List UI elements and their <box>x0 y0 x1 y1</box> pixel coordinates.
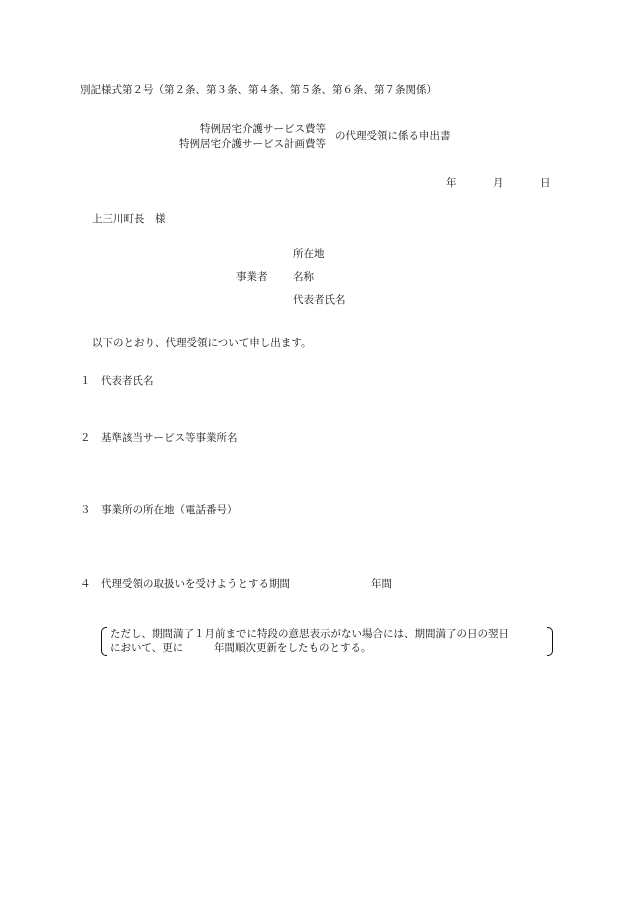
item-2-number: ２ <box>80 432 91 444</box>
date-day-label: 日 <box>540 177 551 189</box>
applicant-representative-label: 代表者氏名 <box>293 294 346 306</box>
applicant-group-label: 事業者 <box>236 271 268 283</box>
applicant-name-label: 名称 <box>293 271 314 283</box>
date-month-label: 月 <box>493 177 504 189</box>
item-3-label: 事業所の所在地（電話番号） <box>101 504 238 516</box>
item-4-number: ４ <box>80 578 91 590</box>
item-2-label: 基準該当サービス等事業所名 <box>101 432 238 444</box>
title-line-1: 特例居宅介護サービス費等 <box>200 123 326 135</box>
note-bracket-right <box>547 627 553 656</box>
date-year-label: 年 <box>446 177 457 189</box>
intro-text: 以下のとおり、代理受領について申し出ます。 <box>92 337 312 349</box>
item-3-number: ３ <box>80 504 91 516</box>
item-1-label: 代表者氏名 <box>101 375 154 387</box>
note-line-2-start: において、更に <box>110 642 184 654</box>
title-suffix: の代理受領に係る申出書 <box>335 130 451 142</box>
note-line-1: ただし、期間満了１月前までに特段の意思表示がない場合には、期間満了の日の翌日 <box>110 628 509 640</box>
item-4-unit: 年間 <box>371 578 392 590</box>
note-bracket-left <box>101 627 107 656</box>
title-line-2: 特例居宅介護サービス計画費等 <box>179 138 326 150</box>
applicant-address-label: 所在地 <box>293 248 325 260</box>
item-1-number: １ <box>80 375 91 387</box>
form-number: 別記様式第２号（第２条、第３条、第４条、第５条、第６条、第７条関係） <box>80 84 437 96</box>
addressee: 上三川町長 様 <box>92 213 166 225</box>
note-line-2-end: 年間順次更新をしたものとする。 <box>214 642 372 654</box>
item-4-label: 代理受領の取扱いを受けようとする期間 <box>101 578 290 590</box>
